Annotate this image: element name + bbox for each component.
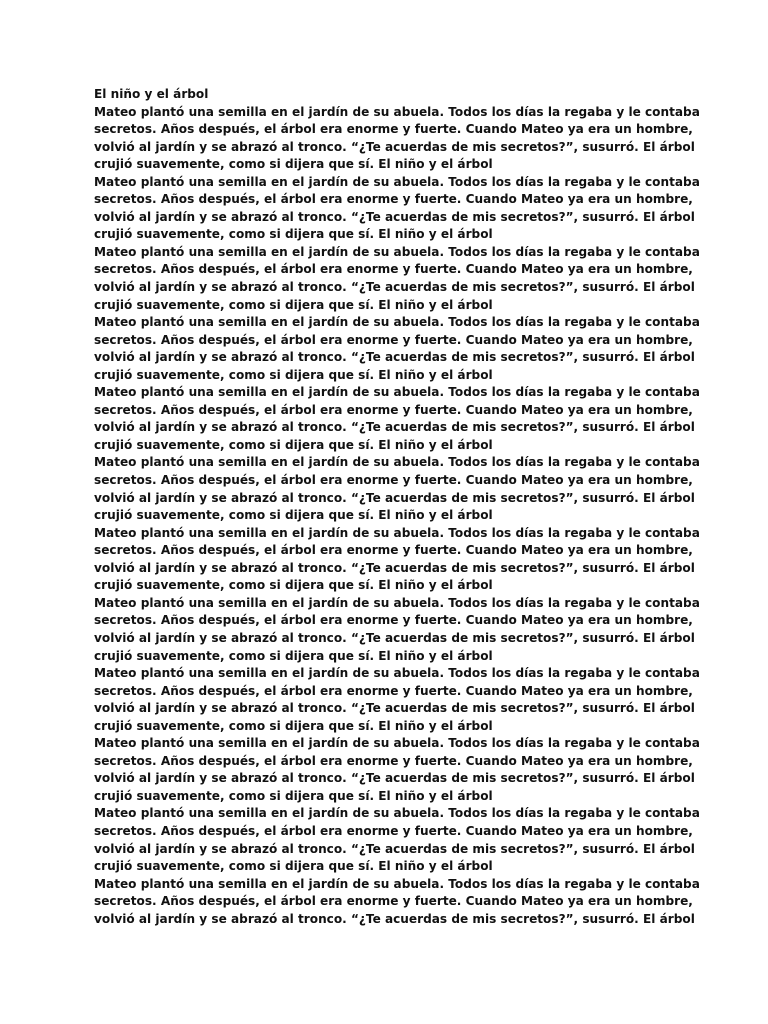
text-line: Mateo plantó una semilla en el jardín de su abuela. Todos los días la regaba y le contaba xyxy=(94,385,700,400)
text-line: crujió suavemente, como si dijera que sí. El niño y el árbol xyxy=(94,788,493,803)
text-line: Mateo plantó una semilla en el jardín de su abuela. Todos los días la regaba y le contaba xyxy=(94,174,700,189)
text-line: secretos. Años después, el árbol era enorme y fuerte. Cuando Mateo ya era un hombre, xyxy=(94,122,693,137)
text-line: secretos. Años después, el árbol era enorme y fuerte. Cuando Mateo ya era un hombre, xyxy=(94,543,693,558)
document-body xyxy=(94,86,700,928)
text-line: crujió suavemente, como si dijera que sí. El niño y el árbol xyxy=(94,508,493,523)
text-line: secretos. Años después, el árbol era enorme y fuerte. Cuando Mateo ya era un hombre, xyxy=(94,262,693,277)
text-line: secretos. Años después, el árbol era enorme y fuerte. Cuando Mateo ya era un hombre, xyxy=(94,753,693,768)
text-line: crujió suavemente, como si dijera que sí. El niño y el árbol xyxy=(94,297,493,312)
text-line: Mateo plantó una semilla en el jardín de su abuela. Todos los días la regaba y le contaba xyxy=(94,666,700,681)
text-line: volvió al jardín y se abrazó al tronco. “¿Te acuerdas de mis secretos?”, susurró. El árbol xyxy=(94,630,695,645)
text-line: volvió al jardín y se abrazó al tronco. “¿Te acuerdas de mis secretos?”, susurró. El árbol xyxy=(94,701,695,716)
text-line: volvió al jardín y se abrazó al tronco. “¿Te acuerdas de mis secretos?”, susurró. El árbol xyxy=(94,560,695,575)
text-line: crujió suavemente, como si dijera que sí. El niño y el árbol xyxy=(94,859,493,874)
text-line: crujió suavemente, como si dijera que sí. El niño y el árbol xyxy=(94,578,493,593)
text-line: volvió al jardín y se abrazó al tronco. “¿Te acuerdas de mis secretos?”, susurró. El árbol xyxy=(94,841,695,856)
text-line: secretos. Años después, el árbol era enorme y fuerte. Cuando Mateo ya era un hombre, xyxy=(94,823,693,838)
text-line: volvió al jardín y se abrazó al tronco. “¿Te acuerdas de mis secretos?”, susurró. El árbol xyxy=(94,490,695,505)
text-line: Mateo plantó una semilla en el jardín de su abuela. Todos los días la regaba y le contaba xyxy=(94,806,700,821)
text-line: Mateo plantó una semilla en el jardín de su abuela. Todos los días la regaba y le contaba xyxy=(94,244,700,259)
text-line: Mateo plantó una semilla en el jardín de su abuela. Todos los días la regaba y le contaba xyxy=(94,525,700,540)
text-line: secretos. Años después, el árbol era enorme y fuerte. Cuando Mateo ya era un hombre, xyxy=(94,894,693,909)
text-line: volvió al jardín y se abrazó al tronco. “¿Te acuerdas de mis secretos?”, susurró. El árbol xyxy=(94,280,695,295)
document-title-line: El niño y el árbol xyxy=(94,87,209,101)
text-line: Mateo plantó una semilla en el jardín de su abuela. Todos los días la regaba y le contaba xyxy=(94,736,700,751)
text-line: volvió al jardín y se abrazó al tronco. “¿Te acuerdas de mis secretos?”, susurró. El árbol xyxy=(94,771,695,786)
text-line: crujió suavemente, como si dijera que sí. El niño y el árbol xyxy=(94,648,493,663)
text-line: volvió al jardín y se abrazó al tronco. “¿Te acuerdas de mis secretos?”, susurró. El árbol xyxy=(94,911,695,926)
text-line: crujió suavemente, como si dijera que sí. El niño y el árbol xyxy=(94,227,493,242)
text-line: volvió al jardín y se abrazó al tronco. “¿Te acuerdas de mis secretos?”, susurró. El árbol xyxy=(94,209,695,224)
text-line: crujió suavemente, como si dijera que sí. El niño y el árbol xyxy=(94,437,493,452)
text-line: Mateo plantó una semilla en el jardín de su abuela. Todos los días la regaba y le contaba xyxy=(94,455,700,470)
text-line: Mateo plantó una semilla en el jardín de su abuela. Todos los días la regaba y le contaba xyxy=(94,104,700,119)
text-line: secretos. Años después, el árbol era enorme y fuerte. Cuando Mateo ya era un hombre, xyxy=(94,473,693,488)
text-line: crujió suavemente, como si dijera que sí. El niño y el árbol xyxy=(94,367,493,382)
text-line: secretos. Años después, el árbol era enorme y fuerte. Cuando Mateo ya era un hombre, xyxy=(94,402,693,417)
text-line: crujió suavemente, como si dijera que sí. El niño y el árbol xyxy=(94,718,493,733)
text-line: Mateo plantó una semilla en el jardín de su abuela. Todos los días la regaba y le contaba xyxy=(94,315,700,330)
text-line: volvió al jardín y se abrazó al tronco. “¿Te acuerdas de mis secretos?”, susurró. El árbol xyxy=(94,420,695,435)
text-line: Mateo plantó una semilla en el jardín de su abuela. Todos los días la regaba y le contaba xyxy=(94,595,700,610)
text-line: secretos. Años después, el árbol era enorme y fuerte. Cuando Mateo ya era un hombre, xyxy=(94,613,693,628)
text-line: secretos. Años después, el árbol era enorme y fuerte. Cuando Mateo ya era un hombre, xyxy=(94,332,693,347)
text-line: volvió al jardín y se abrazó al tronco. “¿Te acuerdas de mis secretos?”, susurró. El árbol xyxy=(94,350,695,365)
text-line: crujió suavemente, como si dijera que sí. El niño y el árbol xyxy=(94,157,493,172)
text-line: Mateo plantó una semilla en el jardín de su abuela. Todos los días la regaba y le contaba xyxy=(94,876,700,891)
text-line: volvió al jardín y se abrazó al tronco. “¿Te acuerdas de mis secretos?”, susurró. El árbol xyxy=(94,139,695,154)
text-line: secretos. Años después, el árbol era enorme y fuerte. Cuando Mateo ya era un hombre, xyxy=(94,683,693,698)
text-line: secretos. Años después, el árbol era enorme y fuerte. Cuando Mateo ya era un hombre, xyxy=(94,192,693,207)
